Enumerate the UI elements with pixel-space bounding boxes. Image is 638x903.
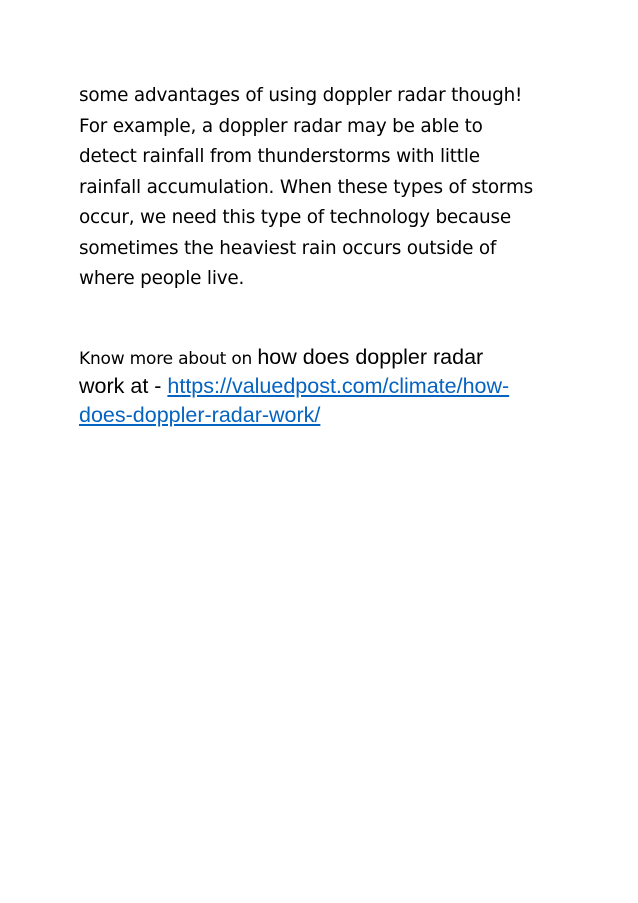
know-more-topic: how does doppler radar xyxy=(257,345,484,369)
paragraph-line: some advantages of using doppler radar though! xyxy=(79,85,523,106)
paragraph-doppler-advantages xyxy=(79,81,599,295)
know-more-line-2 xyxy=(79,372,609,401)
paragraph-line: where people live. xyxy=(79,268,245,289)
article-link-part-1[interactable]: https://valuedpost.com/climate/how- xyxy=(167,374,510,398)
know-more-paragraph xyxy=(79,343,609,430)
paragraph-line: rainfall accumulation. When these types of storms xyxy=(79,176,534,198)
know-more-topic-cont: work at - xyxy=(79,374,168,398)
paragraph-line: detect rainfall from thunderstorms with little xyxy=(79,146,480,167)
know-more-line-3 xyxy=(79,401,609,430)
know-more-prefix: Know more about on xyxy=(79,349,258,369)
paragraph-line: sometimes the heaviest rain occurs outside of xyxy=(79,237,497,259)
article-link-part-2[interactable]: does-doppler-radar-work/ xyxy=(79,403,321,427)
paragraph-line: occur, we need this type of technology because xyxy=(79,207,511,228)
know-more-line-1 xyxy=(79,343,609,372)
paragraph-line: For example, a doppler radar may be able to xyxy=(79,115,483,137)
